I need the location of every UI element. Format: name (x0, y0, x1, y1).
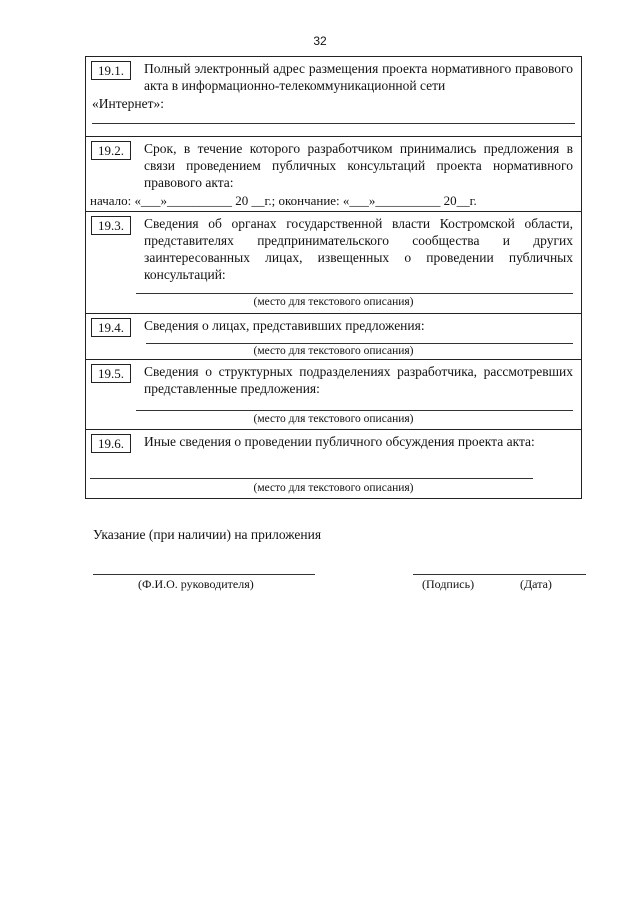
field-caption: (место для текстового описания) (253, 482, 414, 494)
section-19-4 (85, 313, 582, 359)
fill-line[interactable] (136, 293, 573, 294)
date-caption: (Дата) (520, 577, 552, 591)
section-number: 19.4. (91, 318, 131, 337)
fill-line[interactable] (136, 410, 573, 411)
section-text: Иные сведения о проведении публичного обсуждения проекта акта: (144, 434, 535, 449)
attachments-label: Указание (при наличии) на приложения (93, 527, 322, 542)
field-caption: (место для текстового описания) (253, 345, 414, 357)
fill-line[interactable] (92, 123, 575, 124)
field-caption: (место для текстового описания) (253, 296, 414, 308)
form-table (85, 56, 582, 499)
section-text-rest: «Интернет»: (92, 96, 164, 111)
section-number: 19.5. (91, 364, 131, 383)
fill-line[interactable] (146, 343, 573, 344)
section-text-first: Полный электронный адрес размещения проекта нормативного правового акта в информационно-телекоммуникационной сети (144, 61, 573, 93)
fio-line[interactable] (93, 574, 315, 575)
fio-caption: (Ф.И.О. руководителя) (138, 577, 254, 591)
section-number: 19.2. (91, 141, 131, 160)
section-19-2 (85, 136, 582, 211)
date-range-row[interactable]: начало: «___»__________ 20 __г.; окончание: «___»__________ 20__г. (90, 193, 477, 208)
page-number: 32 (313, 34, 327, 48)
section-19-3 (85, 211, 582, 313)
section-number: 19.6. (91, 434, 131, 453)
sign-caption: (Подпись) (422, 577, 475, 591)
section-number: 19.3. (91, 216, 131, 235)
section-number: 19.1. (91, 61, 131, 80)
section-text: Сведения о лицах, представивших предложения: (144, 318, 425, 333)
fill-line[interactable] (90, 478, 533, 479)
section-text: Сведения о структурных подразделениях разработчика, рассмотревших представленные предложения: (144, 364, 573, 396)
section-19-6 (85, 429, 582, 499)
field-caption: (место для текстового описания) (253, 413, 414, 425)
section-text (86, 57, 581, 94)
section-text: Сведения об органах государственной власти Костромской области, представителях предпринимательского сообщества и других заинтересованных лицах, извещенных о проведении публичных консультаций: (144, 216, 573, 282)
section-19-1 (85, 56, 582, 136)
section-text: Срок, в течение которого разработчиком принимались предложения в связи проведением публичных консультаций проекта нормативного правового акта: (144, 141, 573, 190)
section-19-5 (85, 359, 582, 429)
sign-date-line[interactable] (413, 574, 586, 575)
